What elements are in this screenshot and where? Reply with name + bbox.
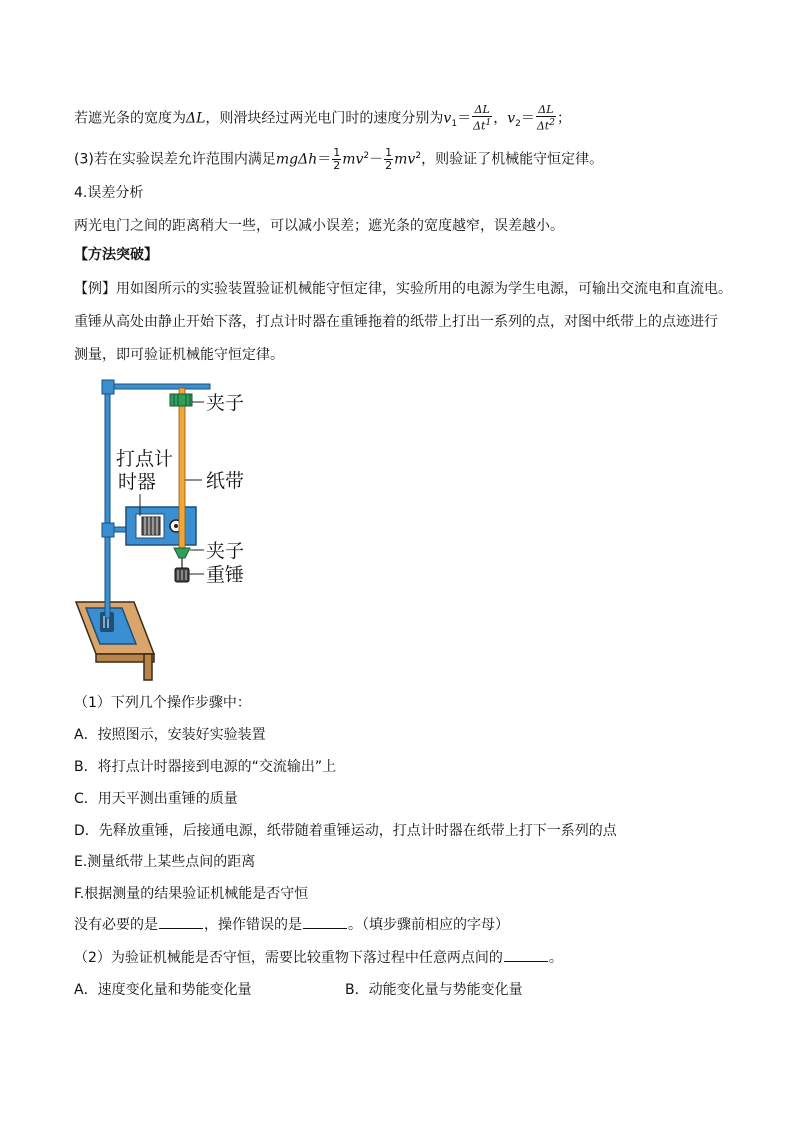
question-2: （2）为验证机械能是否守恒，需要比较重物下落过程中任意两点间的 。: [74, 950, 563, 966]
energy-condition-line: (3)若在实验误差允许范围内满足mgΔh＝ $\frac{1}{2}$ $mv^2-$ $\frac{1}{2}$ $mv^2$，则验证了机械能守恒定律。: [74, 146, 604, 173]
label-tape: 纸带: [206, 470, 245, 492]
top-clip: [170, 394, 204, 406]
bottom-clip: [174, 548, 204, 568]
label-weight: 重锤: [206, 564, 245, 586]
option-b: B．动能变化量与势能变化量: [345, 982, 523, 998]
error-analysis-body: 两光电门之间的距离稍大一些，可以减小误差；遮光条的宽度越窄，误差越小。: [74, 218, 564, 234]
answer-blank-compare[interactable]: [504, 949, 548, 962]
weight: [175, 568, 204, 582]
answer-blank-unnecessary[interactable]: [159, 916, 203, 929]
timer: [126, 507, 196, 545]
fraction-v1: $\frac{\Delta L}{\Delta t^1}$: [473, 103, 492, 133]
step-e: E.测量纸带上某些点间的距离: [74, 854, 256, 870]
step-a: A．按照图示，安装好实验装置: [74, 727, 266, 743]
question-1: （1）下列几个操作步骤中：: [74, 695, 251, 711]
apparatus-figure: [74, 376, 274, 686]
fraction-half-2: $\frac{1}{2}$: [385, 146, 393, 173]
step-b: B．将打点计时器接到电源的“交流输出”上: [74, 759, 337, 775]
example-paragraph-2: 重锤从高处由静止开始下落，打点计时器在重锤拖着的纸带上打出一系列的点，对图中纸带上的点迹进行: [74, 314, 718, 330]
answer-blank-wrong[interactable]: [303, 916, 347, 929]
step-c: C．用天平测出重锤的质量: [74, 791, 238, 807]
fraction-v2: $\frac{\Delta L}{\Delta t^2}$: [536, 103, 555, 133]
velocity-formula-line: 若遮光条的宽度为ΔL，则滑块经过两光电门时的速度分别为$v_1=$ $\frac{\Delta L}{\Delta t^1}$ ，$v_2=$ $\frac{\Delta L}{\Delta t^2}$ ；: [74, 103, 571, 133]
label-clip-top: 夹子: [206, 392, 245, 414]
label-clip-bottom: 夹子: [206, 540, 245, 562]
step-d: D．先释放重锤，后接通电源，纸带随着重锤运动，打点计时器在纸带上打下一系列的点: [74, 823, 617, 839]
example-paragraph-1: 【例】用如图所示的实验装置验证机械能守恒定律，实验所用的电源为学生电源，可输出交流电和直流电。: [74, 281, 732, 297]
stand-rod: [105, 380, 110, 618]
step-f: F.根据测量的结果验证机械能是否守恒: [74, 886, 309, 902]
paper-tape: [179, 388, 185, 550]
option-a: A．速度变化量和势能变化量: [74, 982, 252, 998]
fill-in-line: 没有必要的是 ，操作错误的是 。（填步骤前相应的字母）: [74, 917, 509, 933]
label-timer-2: 时器: [118, 471, 157, 493]
top-arm: [102, 384, 210, 389]
fraction-half-1: $\frac{1}{2}$: [333, 146, 341, 173]
example-paragraph-3: 测量，即可验证机械能守恒定律。: [74, 347, 284, 363]
method-heading: 【方法突破】: [74, 247, 158, 263]
label-timer-1: 打点计: [116, 448, 174, 470]
section-error-analysis: 4.误差分析: [74, 185, 144, 201]
